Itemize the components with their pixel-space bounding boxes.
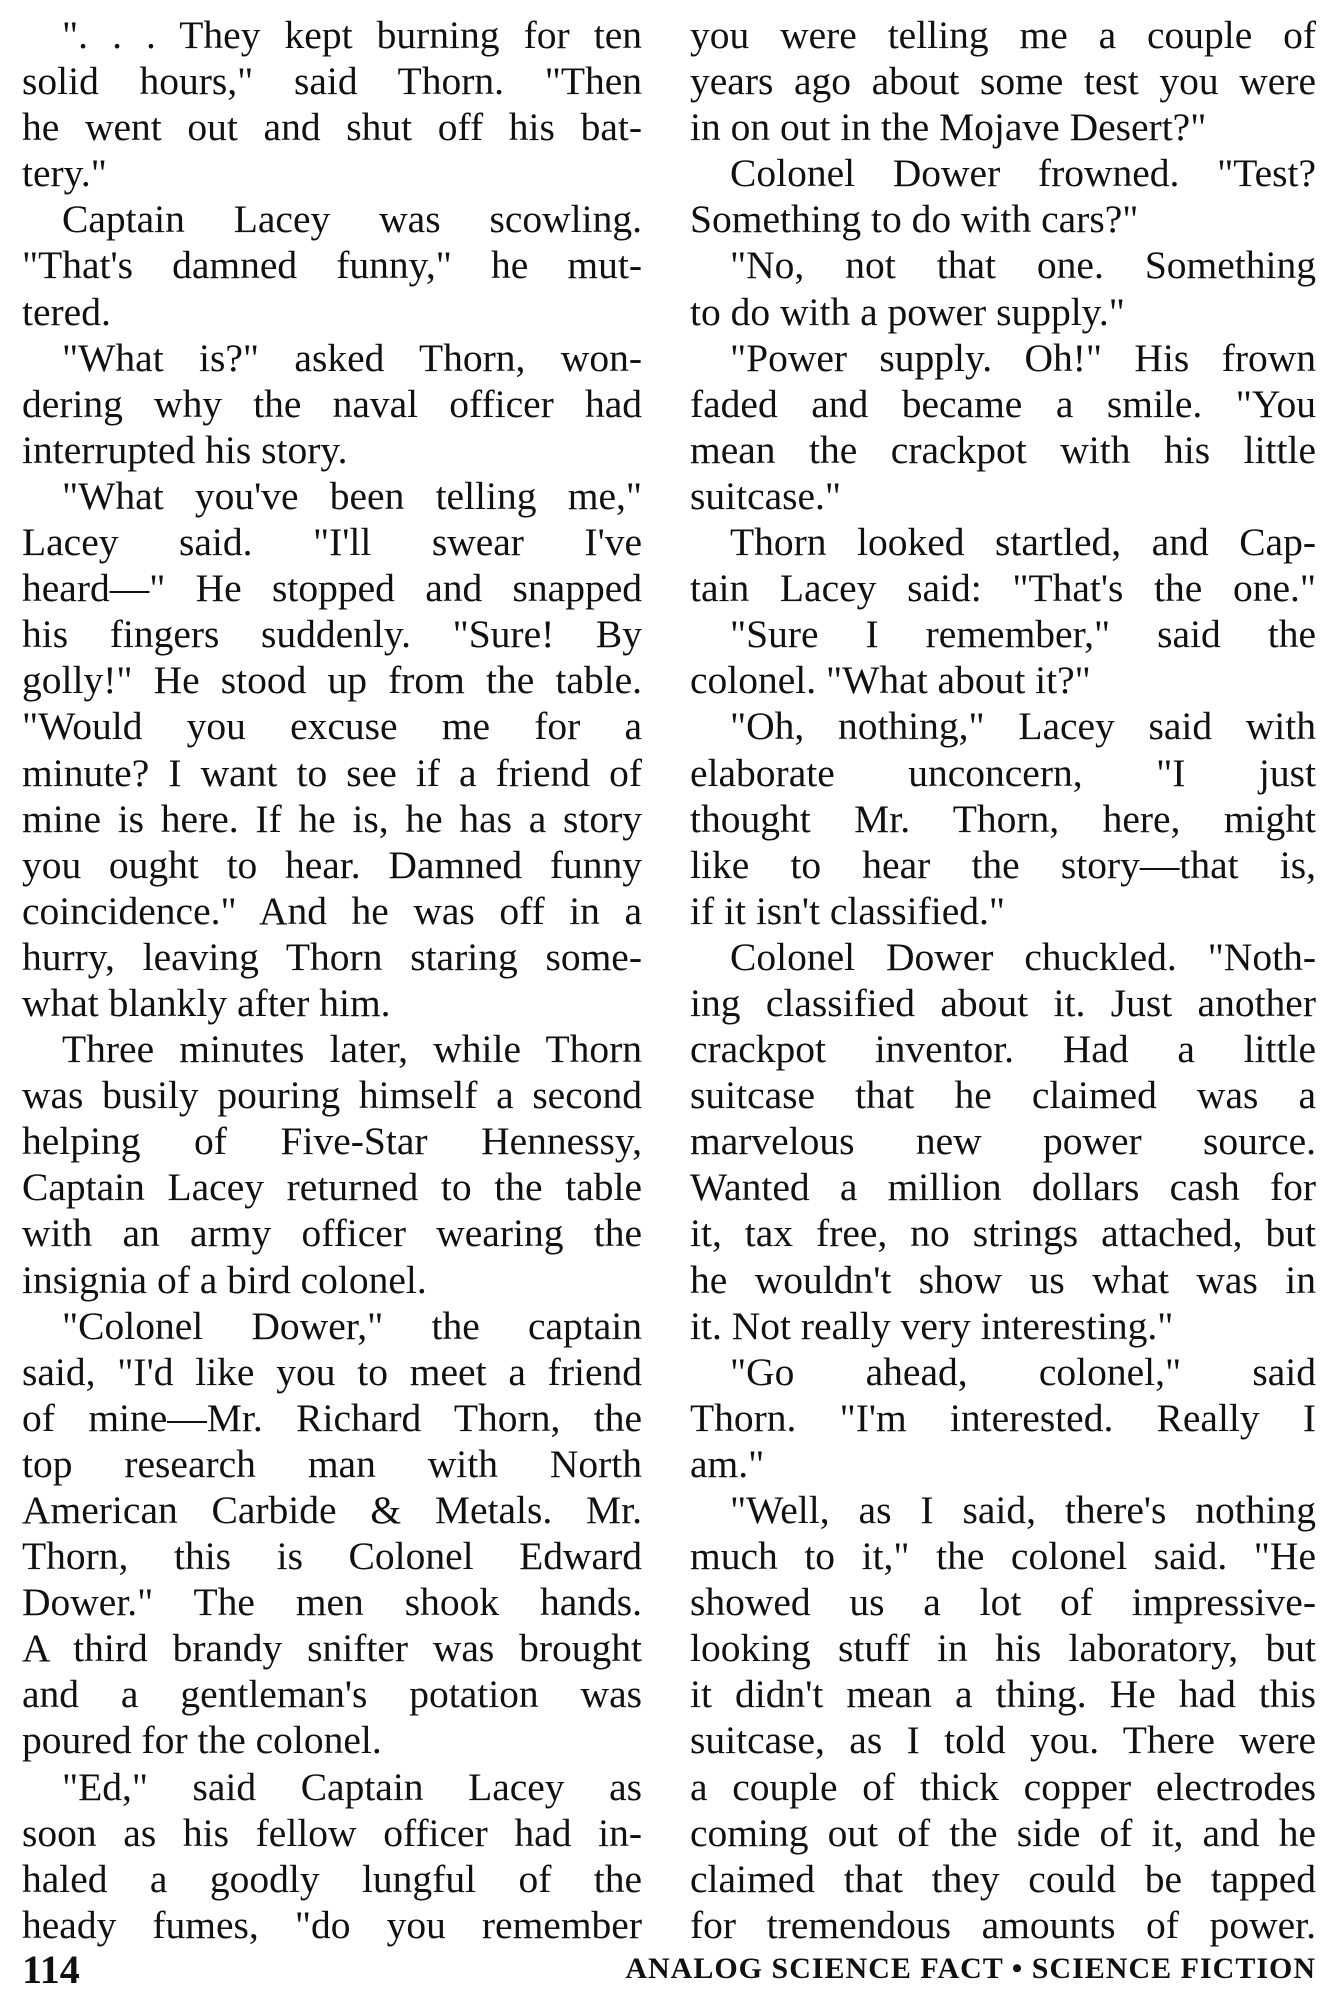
- text-line: Lacey said. "I'll swear I've: [22, 520, 642, 565]
- text-line: a couple of thick copper electrodes: [690, 1764, 1316, 1809]
- text-line: heady fumes, "do you remember: [22, 1902, 642, 1947]
- text-line: golly!" He stood up from the table.: [22, 658, 642, 703]
- text-line: "That's damned funny," he mut-: [22, 243, 642, 288]
- text-line: Thorn looked startled, and Cap-: [730, 520, 1316, 565]
- text-line: insignia of a bird colonel.: [22, 1257, 427, 1302]
- text-line: you ought to hear. Damned funny: [22, 842, 642, 887]
- text-line: heard—" He stopped and snapped: [22, 566, 642, 611]
- text-line: suitcase that he claimed was a: [690, 1073, 1316, 1118]
- text-line: and a gentleman's potation was: [22, 1672, 642, 1717]
- text-line: mine is here. If he is, he has a story: [22, 796, 642, 841]
- text-line: suitcase.": [690, 473, 842, 518]
- text-line: his fingers suddenly. "Sure! By: [22, 612, 642, 657]
- text-line: poured for the colonel.: [22, 1718, 382, 1763]
- text-line: Captain Lacey was scowling.: [62, 197, 642, 242]
- text-line: marvelous new power source.: [690, 1119, 1316, 1164]
- text-line: Thorn. "I'm interested. Really I: [690, 1395, 1316, 1440]
- text-line: it. Not really very interesting.": [690, 1303, 1174, 1348]
- text-line: Wanted a million dollars cash for: [690, 1165, 1316, 1210]
- text-line: Something to do with cars?": [690, 197, 1139, 242]
- text-line: crackpot inventor. Had a little: [690, 1027, 1316, 1072]
- text-line: American Carbide & Metals. Mr.: [22, 1488, 642, 1532]
- text-line: mean the crackpot with his little: [690, 427, 1316, 472]
- text-line: "No, not that one. Something: [730, 243, 1316, 288]
- text-line: "Go ahead, colonel," said: [730, 1349, 1316, 1394]
- text-line: elaborate unconcern, "I just: [690, 750, 1316, 795]
- text-line: top research man with North: [22, 1441, 642, 1486]
- text-line: am.": [690, 1441, 765, 1486]
- page-number: 114: [22, 1947, 80, 1992]
- text-line: tery.": [22, 151, 107, 196]
- text-line: he wouldn't show us what was in: [690, 1257, 1316, 1302]
- text-line: like to hear the story—that is,: [690, 842, 1316, 887]
- text-line: for tremendous amounts of power.: [690, 1902, 1316, 1947]
- text-line: "Oh, nothing," Lacey said with: [730, 704, 1316, 749]
- text-line: suitcase, as I told you. There were: [690, 1718, 1316, 1763]
- text-line: if it isn't classified.": [690, 888, 1006, 933]
- text-line: "Would you excuse me for a: [22, 704, 642, 749]
- text-line: "Ed," said Captain Lacey as: [62, 1764, 642, 1809]
- text-line: minute? I want to see if a friend of: [22, 750, 642, 795]
- text-line: what blankly after him.: [22, 980, 391, 1025]
- text-line: was busily pouring himself a second: [22, 1073, 642, 1118]
- text-line: "Colonel Dower," the captain: [62, 1303, 642, 1348]
- text-line: thought Mr. Thorn, here, might: [690, 796, 1316, 841]
- text-line: coming out of the side of it, and he: [690, 1810, 1316, 1855]
- text-line: tered.: [22, 289, 111, 334]
- text-line: Three minutes later, while Thorn: [62, 1027, 642, 1072]
- text-line: "Sure I remember," said the: [730, 612, 1316, 657]
- text-line: "What you've been telling me,": [62, 473, 642, 518]
- text-line: ing classified about it. Just another: [690, 980, 1316, 1025]
- text-line: in on out in the Mojave Desert?": [690, 105, 1207, 150]
- text-line: much to it," the colonel said. "He: [690, 1534, 1316, 1579]
- text-line: interrupted his story.: [22, 427, 348, 472]
- text-line: said, "I'd like you to meet a friend: [22, 1349, 642, 1394]
- text-line: colonel. "What about it?": [690, 658, 1091, 703]
- text-line: Captain Lacey returned to the table: [22, 1165, 642, 1210]
- left-text-column: [22, 12, 642, 1948]
- text-line: Dower." The men shook hands.: [22, 1580, 642, 1625]
- text-line: faded and became a smile. "You: [690, 381, 1316, 426]
- text-line: you were telling me a couple of: [690, 13, 1316, 57]
- running-title: ANALOG SCIENCE FACT • SCIENCE FICTION: [625, 1952, 1316, 1985]
- text-line: it didn't mean a thing. He had this: [690, 1672, 1316, 1717]
- text-line: "What is?" asked Thorn, won-: [62, 335, 642, 380]
- text-line: hurry, leaving Thorn staring some-: [22, 934, 642, 979]
- text-line: tain Lacey said: "That's the one.": [690, 566, 1316, 611]
- right-text-column: [690, 12, 1316, 1948]
- text-line: with an army officer wearing the: [22, 1211, 642, 1256]
- text-line: claimed that they could be tapped: [690, 1856, 1316, 1901]
- text-line: "Well, as I said, there's nothing: [730, 1488, 1316, 1532]
- text-line: years ago about some test you were: [690, 59, 1316, 104]
- text-line: helping of Five-Star Hennessy,: [22, 1119, 642, 1164]
- text-line: ". . . They kept burning for ten: [62, 13, 642, 57]
- text-line: to do with a power supply.": [690, 289, 1125, 334]
- text-line: dering why the naval officer had: [22, 381, 642, 426]
- text-line: Colonel Dower frowned. "Test?: [730, 151, 1316, 196]
- text-line: solid hours," said Thorn. "Then: [22, 59, 642, 104]
- text-line: A third brandy snifter was brought: [22, 1626, 642, 1671]
- text-line: it, tax free, no strings attached, but: [690, 1211, 1316, 1256]
- text-line: he went out and shut off his bat-: [22, 105, 642, 150]
- text-line: of mine—Mr. Richard Thorn, the: [22, 1395, 642, 1440]
- text-line: soon as his fellow officer had in-: [22, 1810, 642, 1855]
- text-line: "Power supply. Oh!" His frown: [730, 335, 1316, 380]
- text-line: showed us a lot of impressive-: [690, 1580, 1316, 1625]
- text-line: haled a goodly lungful of the: [22, 1856, 642, 1901]
- text-line: Colonel Dower chuckled. "Noth-: [730, 934, 1316, 979]
- text-line: Thorn, this is Colonel Edward: [22, 1534, 642, 1579]
- page-footer: [22, 1946, 1316, 1990]
- text-line: coincidence." And he was off in a: [22, 888, 642, 933]
- text-line: looking stuff in his laboratory, but: [690, 1626, 1316, 1671]
